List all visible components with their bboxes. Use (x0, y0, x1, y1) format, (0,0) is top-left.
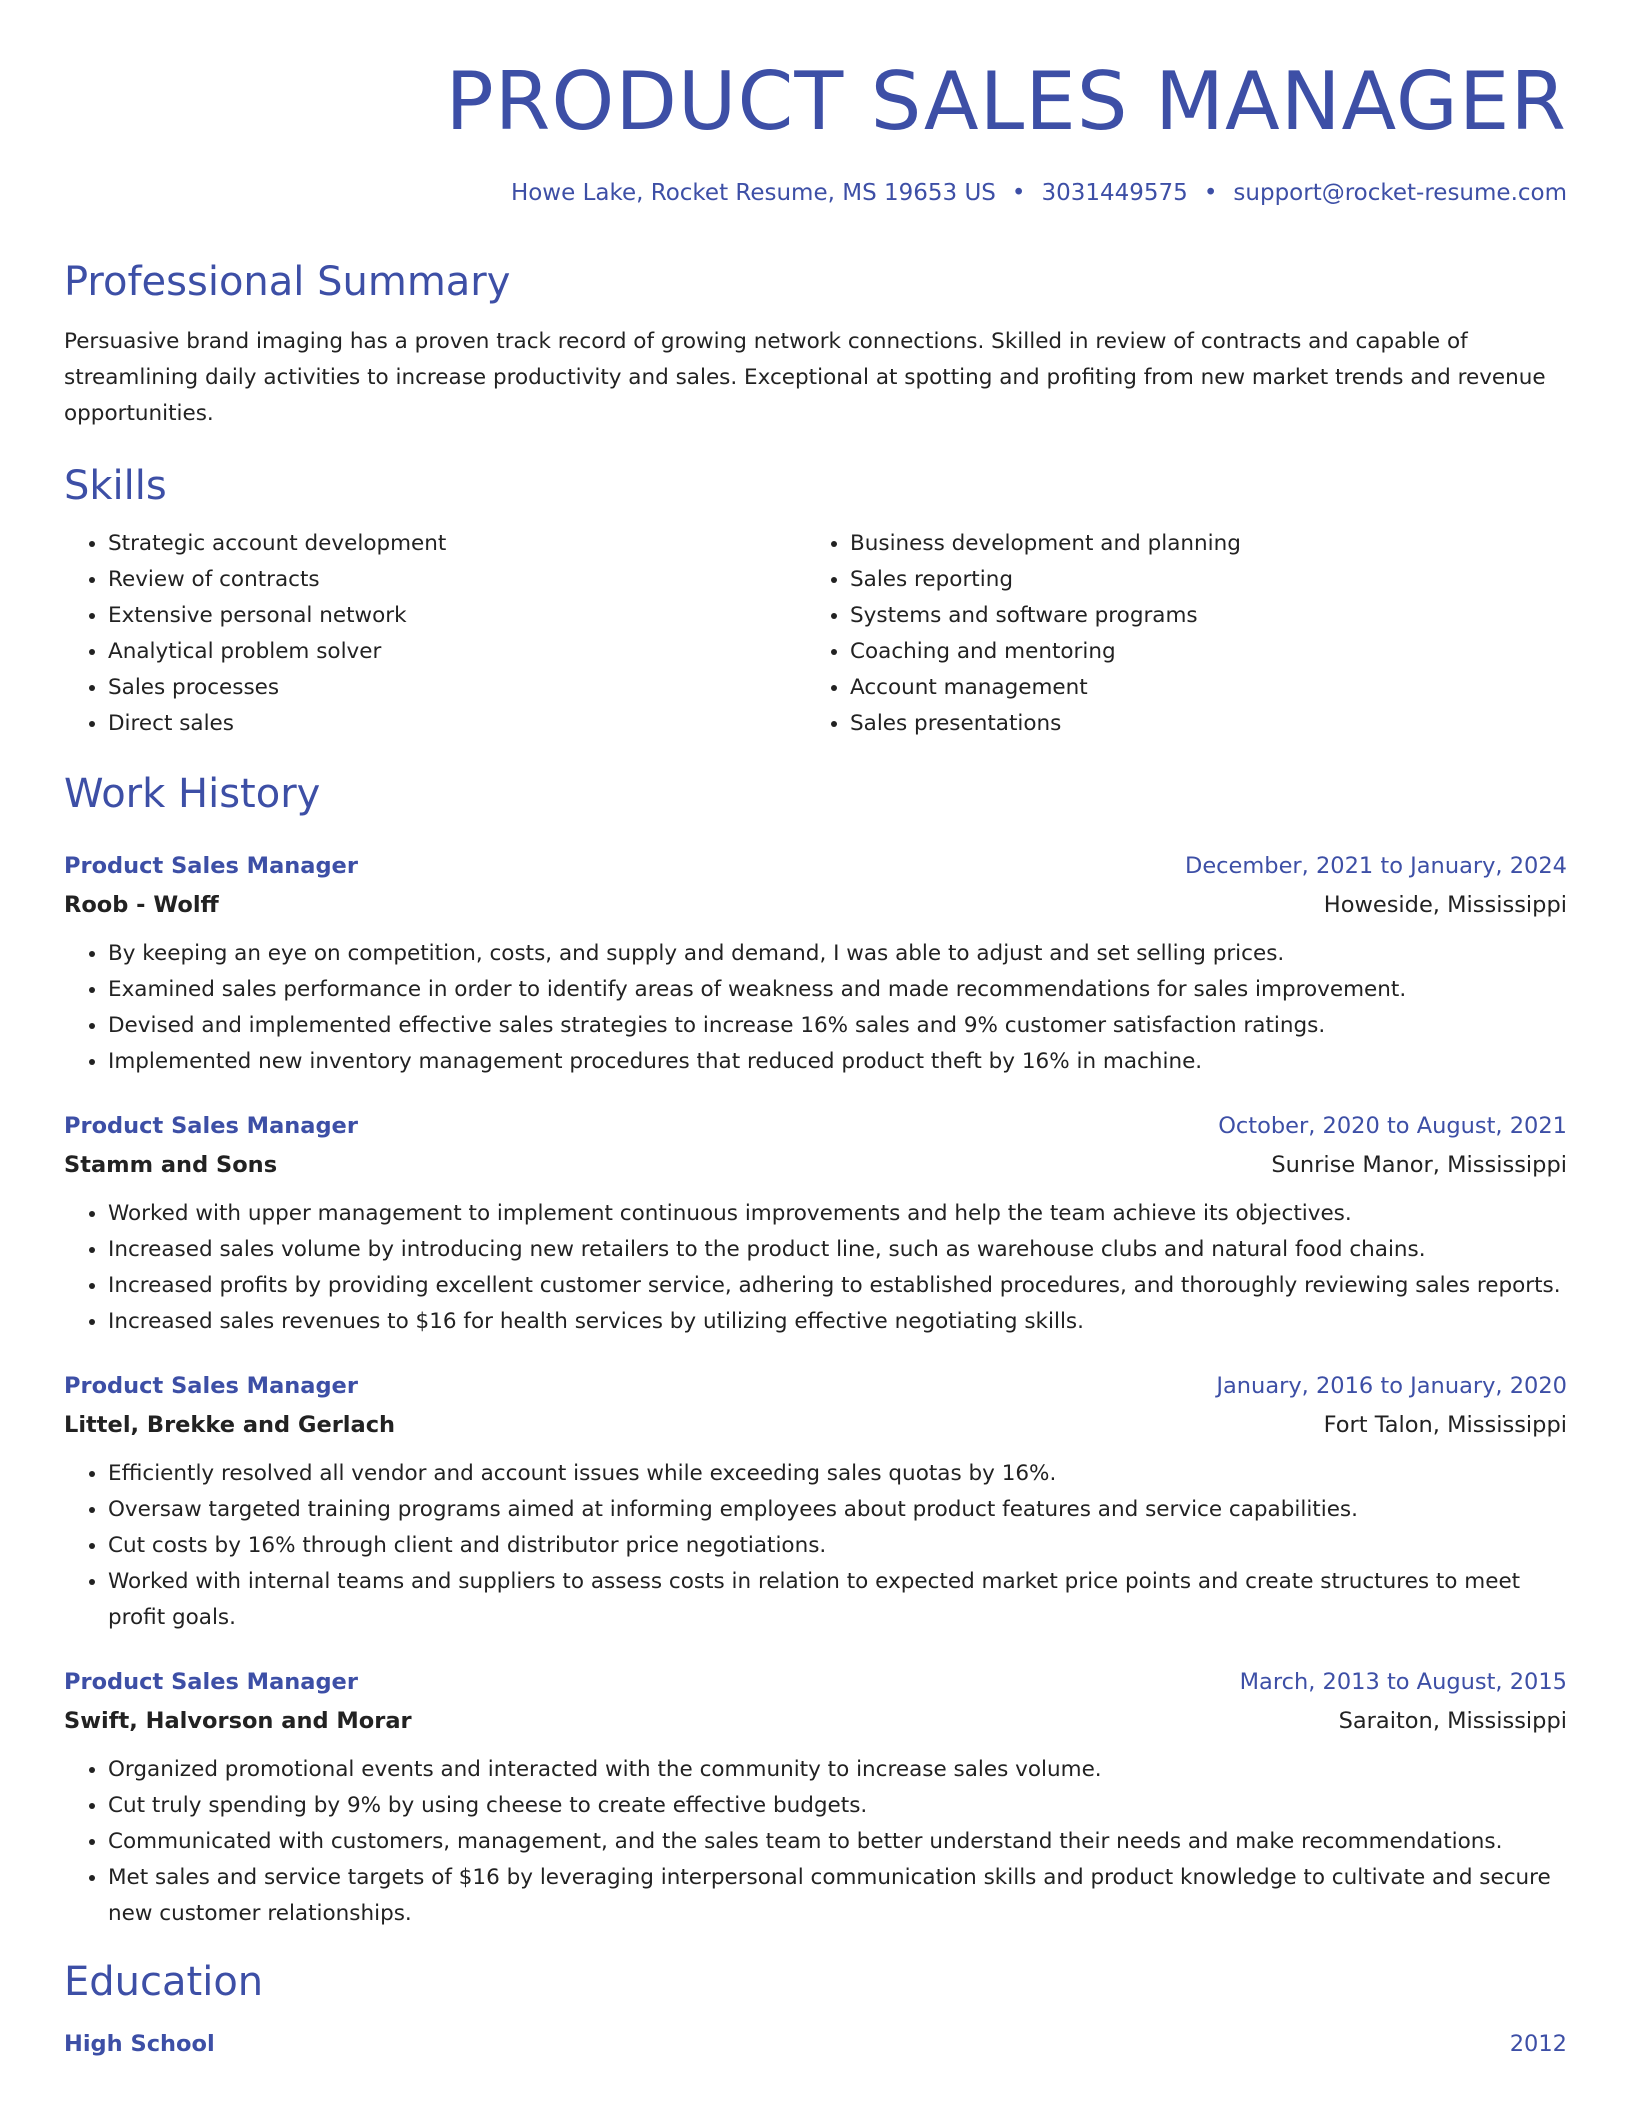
job-company-row (64, 1144, 1567, 1183)
skill-item: • Coaching and mentoring (850, 634, 1548, 670)
skill-item: • Sales presentations (850, 706, 1548, 742)
phone: 3031449575 (1041, 180, 1188, 206)
skills-heading: Skills (64, 462, 167, 509)
job-entry (64, 1664, 1567, 1932)
job-bullet: • Devised and implemented effective sales strategies to increase 16% sales and 9% customer satisfaction ratings. (108, 1008, 1567, 1044)
work-history-heading: Work History (64, 770, 321, 817)
job-header-row (64, 1664, 1567, 1700)
job-company-row (64, 1700, 1567, 1739)
skill-item: • Direct sales (108, 706, 806, 742)
skill-item: • Business development and planning (850, 526, 1548, 562)
job-bullet: • Efficiently resolved all vendor and account issues while exceeding sales quotas by 16%. (108, 1456, 1567, 1492)
skills-column-right (806, 526, 1548, 742)
candidate-name: PRODUCT SALES MANAGER (445, 55, 1567, 148)
job-bullet: • Cut truly spending by 9% by using cheese to create effective budgets. (108, 1788, 1567, 1824)
address: Howe Lake, Rocket Resume, MS 19653 US (510, 180, 996, 206)
skill-item: • Account management (850, 670, 1548, 706)
skill-item: • Review of contracts (108, 562, 806, 598)
job-entry (64, 1108, 1567, 1340)
job-dates: October, 2020 to August, 2021 (1218, 1112, 1567, 1139)
job-location: Saraiton, Mississippi (1338, 1707, 1567, 1734)
job-bullet: • Worked with internal teams and suppliers to assess costs in relation to expected market price points and create structures to meet profit goals. (108, 1564, 1567, 1636)
job-bullet: • Met sales and service targets of $16 by leveraging interpersonal communication skills and product knowledge to cultivate and secure new customer relationships. (108, 1860, 1567, 1932)
job-dates: March, 2013 to August, 2015 (1239, 1668, 1567, 1695)
education-degree: High School (64, 2030, 215, 2057)
job-title: Product Sales Manager (64, 1112, 358, 1139)
job-header-row (64, 848, 1567, 884)
job-location: Sunrise Manor, Mississippi (1271, 1151, 1567, 1178)
job-title: Product Sales Manager (64, 1668, 358, 1695)
email: support@rocket-resume.com (1233, 180, 1567, 206)
job-bullet: • Increased profits by providing excellent customer service, adhering to established procedures, and thoroughly reviewing sales reports. (108, 1268, 1567, 1304)
skill-item: • Systems and software programs (850, 598, 1548, 634)
summary-text: Persuasive brand imaging has a proven track record of growing network connections. Skilled in review of contracts and capable of streamlining daily activities to increase productivity and sales. Exceptional at spotting and profiting from new market trends and revenue opportunities. (64, 328, 1546, 426)
company-name: Swift, Halvorson and Morar (64, 1707, 412, 1734)
contact-line (64, 180, 1567, 208)
job-bullet: • Worked with upper management to implement continuous improvements and help the team achieve its objectives. (108, 1196, 1567, 1232)
job-company-row (64, 884, 1567, 923)
job-bullet: • Increased sales revenues to $16 for health services by utilizing effective negotiating skills. (108, 1304, 1567, 1340)
job-bullet: • Cut costs by 16% through client and distributor price negotiations. (108, 1528, 1567, 1564)
company-name: Roob - Wolff (64, 891, 219, 918)
skill-item: • Analytical problem solver (108, 634, 806, 670)
job-location: Fort Talon, Mississippi (1323, 1411, 1567, 1438)
education-year: 2012 (1509, 2030, 1567, 2057)
job-bullet: • Examined sales performance in order to identify areas of weakness and made recommendations for sales improvement. (108, 972, 1567, 1008)
job-bullets (64, 1196, 1567, 1340)
separator-dot: • (1203, 180, 1218, 206)
job-location: Howeside, Mississippi (1323, 891, 1567, 918)
skills-column-left (64, 526, 806, 742)
skill-item: • Sales reporting (850, 562, 1548, 598)
separator-dot: • (1011, 180, 1026, 206)
resume-page (64, 0, 1567, 2062)
company-name: Stamm and Sons (64, 1151, 278, 1178)
job-bullet: • Increased sales volume by introducing new retailers to the product line, such as warehouse clubs and natural food chains. (108, 1232, 1567, 1268)
education-row (64, 2026, 1567, 2062)
job-bullets (64, 1752, 1567, 1932)
job-bullet: • By keeping an eye on competition, costs, and supply and demand, I was able to adjust and set selling prices. (108, 936, 1567, 972)
education-entry (64, 2026, 1567, 2062)
company-name: Littel, Brekke and Gerlach (64, 1411, 396, 1438)
job-header-row (64, 1368, 1567, 1404)
job-entry (64, 848, 1567, 1080)
education-heading: Education (64, 1958, 264, 2005)
job-header-row (64, 1108, 1567, 1144)
job-title: Product Sales Manager (64, 1372, 358, 1399)
job-bullet: • Oversaw targeted training programs aimed at informing employees about product features and service capabilities. (108, 1492, 1567, 1528)
job-title: Product Sales Manager (64, 852, 358, 879)
job-bullet: • Communicated with customers, management, and the sales team to better understand their needs and make recommendations. (108, 1824, 1567, 1860)
job-bullet: • Implemented new inventory management procedures that reduced product theft by 16% in machine. (108, 1044, 1567, 1080)
job-entry (64, 1368, 1567, 1636)
job-bullets (64, 1456, 1567, 1636)
job-bullets (64, 936, 1567, 1080)
skill-item: • Strategic account development (108, 526, 806, 562)
job-dates: January, 2016 to January, 2020 (1216, 1372, 1567, 1399)
skill-item: • Sales processes (108, 670, 806, 706)
job-company-row (64, 1404, 1567, 1443)
skills-list (64, 526, 1567, 742)
summary-heading: Professional Summary (64, 258, 511, 305)
job-dates: December, 2021 to January, 2024 (1185, 852, 1567, 879)
resume-header (64, 55, 1567, 208)
job-bullet: • Organized promotional events and interacted with the community to increase sales volume. (108, 1752, 1567, 1788)
skill-item: • Extensive personal network (108, 598, 806, 634)
